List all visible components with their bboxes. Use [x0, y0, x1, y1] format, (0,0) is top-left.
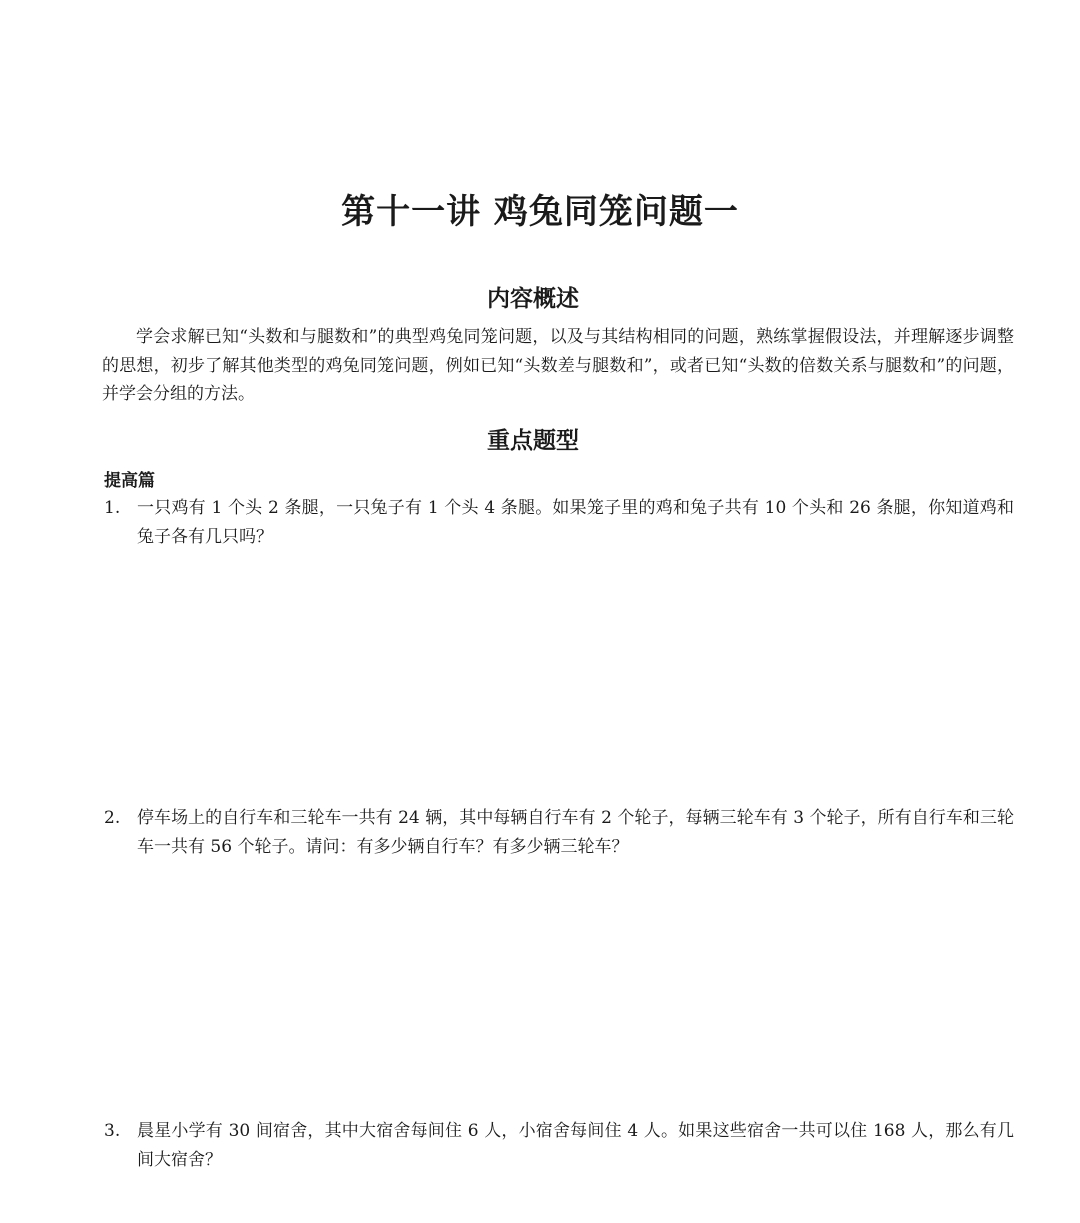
problem-number: 3.: [104, 1121, 121, 1141]
problem-text: 停车场上的自行车和三轮车一共有 24 辆，其中每辆自行车有 2 个轮子，每辆三轮车有 3 个轮子，所有自行车和三轮车一共有 56 个轮子。请问：有多少辆自行车？有多少辆三轮车？: [137, 808, 1014, 857]
key-types-heading: 重点题型: [487, 428, 579, 454]
problem-text: 晨星小学有 30 间宿舍，其中大宿舍每间住 6 人，小宿舍每间住 4 人。如果这些宿舍一共可以住 168 人，那么有几间大宿舍？: [137, 1121, 1014, 1170]
problem-item: [104, 1117, 1014, 1174]
overview-paragraph: 学会求解已知“头数和与腿数和”的典型鸡兔同笼问题，以及与其结构相同的问题，熟练掌握假设法，并理解逐步调整的思想，初步了解其他类型的鸡兔同笼问题，例如已知“头数差与腿数和”，或者已知“头数的倍数关系与腿数和”的问题，并学会分组的方法。: [102, 327, 1014, 404]
problem-item: [104, 494, 1014, 551]
problem-item: [104, 804, 1014, 861]
subsection-label: 提高篇: [104, 471, 155, 491]
problem-text: 一只鸡有 1 个头 2 条腿，一只兔子有 1 个头 4 条腿。如果笼子里的鸡和兔子共有 10 个头和 26 条腿，你知道鸡和兔子各有几只吗？: [137, 498, 1014, 547]
problem-number: 2.: [104, 808, 121, 828]
page-title: 第十一讲 鸡兔同笼问题一: [341, 192, 739, 232]
overview-heading: 内容概述: [487, 286, 579, 312]
problem-number: 1.: [104, 498, 121, 518]
